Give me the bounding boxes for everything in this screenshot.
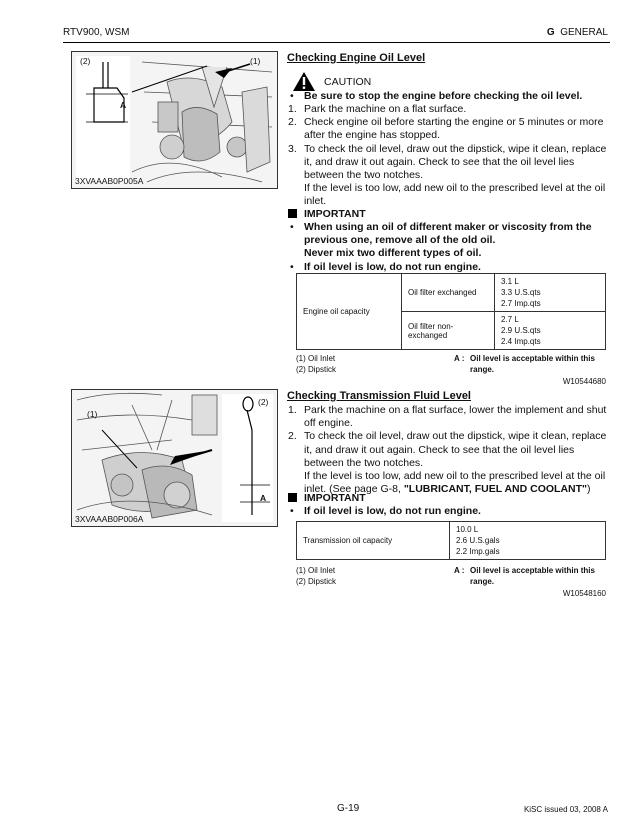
engine-legend-a-key: A :: [454, 354, 465, 363]
engine-legend-items: (1) Oil Inlet (2) Dipstick: [296, 354, 337, 374]
transmission-oil-capacity-table: [296, 521, 606, 560]
engine-oil-illustration: [72, 52, 277, 188]
engine-important-list: [288, 221, 609, 274]
caution-item: • Be sure to stop the engine before checking the oil level.: [290, 90, 583, 102]
page-number: G-19: [337, 803, 360, 814]
issued-note: KiSC issued 03, 2008 A: [523, 805, 608, 814]
transmission-fluid-figure: [71, 389, 278, 527]
transmission-legend-a-key: A :: [454, 566, 465, 575]
transmission-important-list: [288, 505, 609, 518]
engine-doc-code: W10544680: [562, 377, 606, 386]
transmission-important: IMPORTANT: [288, 492, 366, 504]
list-item-note: If the level is too low, add new oil to the prescribed level at the oil inlet.: [304, 182, 606, 208]
list-item: 3. To check the oil level, draw out the dipstick, wipe it clean, replace it, and draw it out again. Check to see that the oil level lies between the two notches.: [288, 142, 607, 182]
table-label: Engine oil capacity: [297, 274, 402, 350]
transmission-section-title: Checking Transmission Fluid Level: [287, 390, 471, 402]
engine-oil-capacity-table: [296, 273, 606, 350]
table-label: Transmission oil capacity: [297, 522, 450, 560]
engine-steps: [288, 103, 609, 209]
list-item-note: If the level is too low, add new oil to the prescribed level at the oil inlet. (See page G-8, "LUBRICANT, FUEL AND COOLANT"): [304, 470, 606, 496]
engine-legend-a-text: Oil level is acceptable within this range.: [470, 354, 595, 374]
transmission-legend-items: (1) Oil Inlet (2) Dipstick: [296, 566, 337, 586]
list-item: 1. Park the machine on a flat surface.: [288, 103, 467, 115]
figure-callout-2: (2): [80, 56, 91, 66]
header-letter: G: [546, 27, 555, 38]
figure-caption: 3XVAAAB0P006A: [75, 514, 144, 524]
table-row-label: Oil filter exchanged: [402, 274, 495, 312]
important-icon: [288, 493, 297, 502]
engine-oil-figure: [71, 51, 278, 189]
warning-icon: [293, 72, 315, 91]
table-values: 3.1 L 3.3 U.S.qts 2.7 Imp.qts: [495, 274, 606, 312]
figure-callout-2: (2): [258, 397, 269, 407]
table-values: 10.0 L 2.6 U.S.gals 2.2 Imp.gals: [450, 522, 606, 560]
important-icon: [288, 209, 297, 218]
list-item: 2. Check engine oil before starting the engine or 5 minutes or more after the engine has stopped.: [288, 116, 604, 142]
figure-callout-a: A: [260, 493, 267, 503]
transmission-illustration: [72, 390, 277, 526]
figure-callout-1: (1): [87, 409, 98, 419]
engine-important: IMPORTANT: [288, 208, 366, 220]
list-item: 2. To check the oil level, draw out the dipstick, wipe it clean, replace it, and draw it out again. Check to see that the oil level lies between the two notches.: [288, 430, 607, 469]
transmission-doc-code: W10548160: [562, 589, 606, 598]
list-item: 1. Park the machine on a flat surface, lower the implement and shut off engine.: [288, 404, 607, 430]
caution-label: CAUTION: [324, 76, 372, 88]
transmission-steps: [288, 404, 609, 496]
figure-callout-1: (1): [250, 56, 261, 66]
header-section: [547, 27, 608, 38]
transmission-legend-a-text: Oil level is acceptable within this range.: [470, 566, 595, 586]
figure-caption: 3XVAAAB0P005A: [75, 176, 144, 186]
table-row-label: Oil filter non-exchanged: [402, 312, 495, 350]
list-item: • If oil level is low, do not run engine.: [290, 505, 481, 517]
header-left: RTV900, WSM: [63, 27, 130, 38]
header-rule: [63, 42, 610, 43]
table-values: 2.7 L 2.9 U.S.qts 2.4 Imp.qts: [495, 312, 606, 350]
caution-list: [288, 90, 608, 103]
list-item: • When using an oil of different maker or viscosity from the previous one, remove all of the old oil. Never mix two different types of oil.: [290, 221, 592, 260]
engine-section-title: Checking Engine Oil Level: [287, 52, 426, 64]
figure-callout-a: A: [120, 100, 127, 110]
header-word: GENERAL: [560, 27, 608, 38]
list-item: • If oil level is low, do not run engine.: [290, 260, 481, 273]
